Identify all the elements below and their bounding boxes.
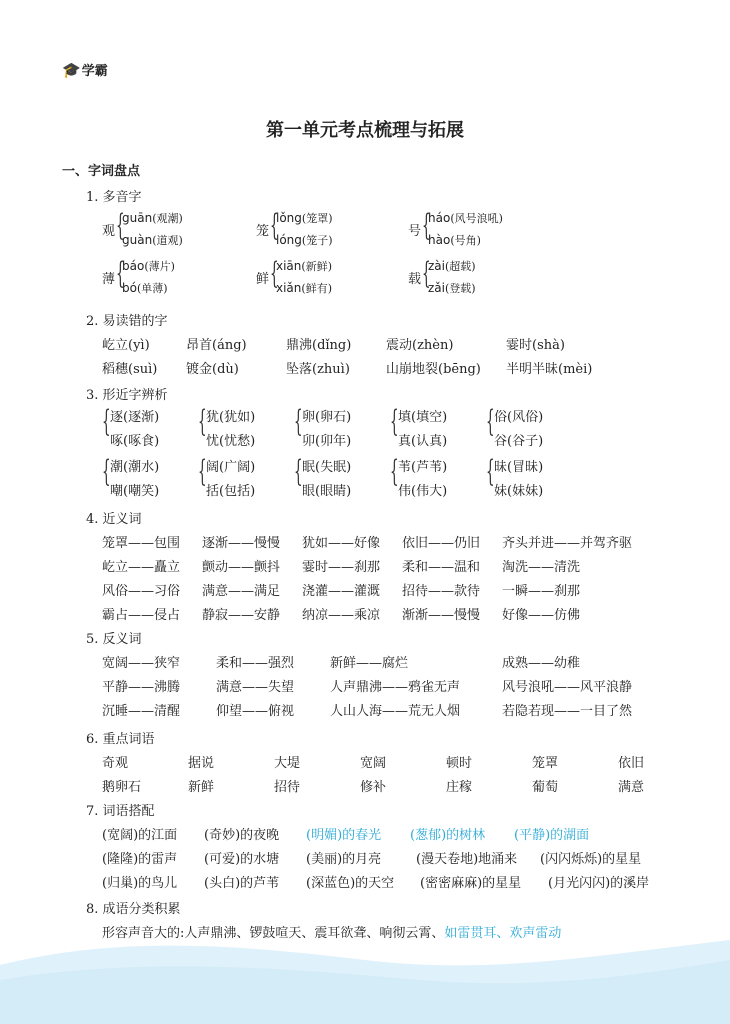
collocation: (漫天卷地)地涌来: [416, 852, 518, 867]
similar-char: 忧(忧愁): [206, 434, 256, 449]
keyword: 招待: [274, 780, 301, 795]
collocation: (可爱)的水塘: [204, 852, 280, 867]
antonym-pair: 满意——失望: [216, 680, 295, 695]
subsection-heading: 4. 近义词: [86, 512, 142, 527]
subsection-heading: 5. 反义词: [86, 632, 142, 647]
synonym-pair: 静寂——安静: [202, 608, 281, 623]
polyphone-char: 薄: [102, 272, 116, 287]
keyword: 葡萄: [532, 780, 559, 795]
antonym-pair: 风号浪吼——风平浪静: [502, 680, 633, 695]
polyphone-char: 笼: [256, 224, 270, 239]
subsection-heading: 3. 形近字辨析: [86, 388, 168, 403]
similar-char: 啄(啄食): [110, 434, 160, 449]
similar-char: 卯(卯年): [302, 434, 352, 449]
similar-char: 阔(广阔): [206, 460, 256, 475]
subsection-heading: 1. 多音字: [86, 190, 142, 205]
similar-char: 昧(冒昧): [494, 460, 544, 475]
brace-icon: {: [270, 208, 279, 243]
antonym-pair: 沉睡——清醒: [102, 704, 181, 719]
misread-item: 半明半昧(mèi): [506, 362, 593, 377]
collocation: (归巢)的鸟儿: [102, 876, 178, 891]
brand-logo: [62, 60, 108, 79]
brace-icon: {: [102, 404, 111, 439]
collocation: (闪闪烁烁)的星星: [540, 852, 642, 867]
keyword: 新鲜: [188, 780, 215, 795]
antonym-pair: 成熟——幼稚: [502, 656, 581, 671]
brace-icon: {: [198, 404, 207, 439]
subsection-heading: 7. 词语搭配: [86, 804, 155, 819]
subsection-heading: 6. 重点词语: [86, 732, 155, 747]
synonym-pair: 犹如——好像: [302, 536, 381, 551]
brace-icon: {: [486, 404, 495, 439]
misread-item: 镀金(dù): [186, 362, 239, 377]
keyword: 修补: [360, 780, 387, 795]
antonym-pair: 人山人海——荒无人烟: [330, 704, 461, 719]
keyword: 庄稼: [446, 780, 473, 795]
misread-item: 山崩地裂(bēng): [386, 362, 481, 377]
keyword: 鹅卵石: [102, 780, 142, 795]
polyphone-reading: zài(超载): [428, 259, 476, 273]
synonym-pair: 一瞬——刹那: [502, 584, 581, 599]
antonym-pair: 人声鼎沸——鸦雀无声: [330, 680, 461, 695]
brace-icon: {: [390, 454, 399, 489]
brace-icon: {: [198, 454, 207, 489]
synonym-pair: 淘洗——清洗: [502, 560, 581, 575]
brace-icon: {: [422, 256, 431, 291]
synonym-pair: 招待——款待: [402, 584, 481, 599]
brace-icon: {: [294, 454, 303, 489]
misread-item: 昂首(áng): [186, 338, 247, 353]
similar-char: 真(认真): [398, 434, 448, 449]
synonym-pair: 浇灌——灌溉: [302, 584, 381, 599]
synonym-pair: 颤动——颤抖: [202, 560, 281, 575]
collocation: (密密麻麻)的星星: [420, 876, 522, 891]
keyword: 顿时: [446, 756, 473, 771]
similar-char: 伟(伟大): [398, 484, 448, 499]
synonym-pair: 屹立——矗立: [102, 560, 181, 575]
collocation: (美丽)的月亮: [306, 852, 382, 867]
similar-char: 填(填空): [398, 410, 448, 425]
polyphone-reading: háo(风号浪吼): [428, 211, 503, 225]
keyword: 依旧: [618, 756, 645, 771]
brace-icon: {: [102, 454, 111, 489]
synonym-pair: 纳凉——乘凉: [302, 608, 381, 623]
keyword: 据说: [188, 756, 215, 771]
antonym-pair: 柔和——强烈: [216, 656, 295, 671]
antonym-pair: 若隐若现——一目了然: [502, 704, 633, 719]
antonym-pair: 仰望——俯视: [216, 704, 295, 719]
graduation-cap-icon: 🎓: [62, 60, 81, 79]
collocation: (月光闪闪)的溪岸: [548, 876, 650, 891]
brace-icon: {: [294, 404, 303, 439]
similar-char: 谷(谷子): [494, 434, 544, 449]
synonym-pair: 笼罩——包围: [102, 536, 181, 551]
synonym-pair: 满意——满足: [202, 584, 281, 599]
keyword: 满意: [618, 780, 645, 795]
keyword: 宽阔: [360, 756, 387, 771]
similar-char: 潮(潮水): [110, 460, 160, 475]
similar-char: 俗(风俗): [494, 410, 544, 425]
collocation: (宽阔)的江面: [102, 828, 178, 843]
synonym-pair: 逐渐——慢慢: [202, 536, 281, 551]
similar-char: 妹(妹妹): [494, 484, 544, 499]
subsection-heading: 8. 成语分类积累: [86, 902, 181, 917]
collocation: (深蓝色)的天空: [306, 876, 395, 891]
synonym-pair: 依旧——仍旧: [402, 536, 481, 551]
synonym-pair: 柔和——温和: [402, 560, 481, 575]
brace-icon: {: [116, 208, 125, 243]
keyword: 奇观: [102, 756, 129, 771]
misread-item: 稻穗(suì): [102, 362, 158, 377]
polyphone-reading: bó(单薄): [122, 281, 168, 295]
synonym-pair: 霸占——侵占: [102, 608, 181, 623]
subsection-heading: 2. 易读错的字: [86, 314, 168, 329]
synonym-pair: 好像——仿佛: [502, 608, 581, 623]
collocation: (头白)的芦苇: [204, 876, 280, 891]
brace-icon: {: [422, 208, 431, 243]
collocation-answer: (明媚)的春光: [306, 828, 382, 843]
polyphone-char: 观: [102, 224, 116, 239]
polyphone-char: 鲜: [256, 272, 270, 287]
synonym-pair: 霎时——刹那: [302, 560, 381, 575]
logo-text: 学霸: [81, 64, 108, 79]
polyphone-reading: guàn(道观): [122, 233, 183, 247]
antonym-pair: 平静——沸腾: [102, 680, 181, 695]
brace-icon: {: [390, 404, 399, 439]
collocation: (隆隆)的雷声: [102, 852, 178, 867]
similar-char: 犹(犹如): [206, 410, 256, 425]
similar-char: 逐(逐渐): [110, 410, 160, 425]
misread-item: 霎时(shà): [506, 338, 565, 353]
idiom-prefix: 形容声音大的:人声鼎沸、锣鼓喧天、震耳欲聋、响彻云霄、: [102, 926, 445, 941]
antonym-pair: 新鲜——腐烂: [330, 656, 409, 671]
similar-char: 苇(芦苇): [398, 460, 448, 475]
misread-item: 震动(zhèn): [386, 338, 454, 353]
misread-item: 屹立(yì): [102, 338, 150, 353]
polyphone-reading: xiān(新鲜): [276, 259, 332, 273]
collocation-answer: (葱郁)的树林: [410, 828, 486, 843]
page-title: 第一单元考点梳理与拓展: [266, 120, 464, 141]
similar-char: 眼(眼睛): [302, 484, 352, 499]
keyword: 大堤: [274, 756, 301, 771]
misread-item: 坠落(zhuì): [286, 362, 350, 377]
polyphone-reading: zǎi(登载): [428, 281, 476, 295]
bottom-wave-decoration: [0, 935, 730, 1024]
polyphone-char: 号: [408, 224, 422, 239]
idiom-answer: 如雷贯耳、欢声雷动: [444, 926, 562, 941]
similar-char: 眠(失眠): [302, 460, 352, 475]
synonym-pair: 齐头并进——并驾齐驱: [502, 536, 633, 551]
brace-icon: {: [270, 256, 279, 291]
keyword: 笼罩: [532, 756, 559, 771]
brace-icon: {: [486, 454, 495, 489]
polyphone-reading: guān(观潮): [122, 211, 183, 225]
polyphone-reading: hào(号角): [428, 233, 481, 247]
similar-char: 卵(卵石): [302, 410, 352, 425]
synonym-pair: 渐渐——慢慢: [402, 608, 481, 623]
similar-char: 嘲(嘲笑): [110, 484, 160, 499]
synonym-pair: 风俗——习俗: [102, 584, 181, 599]
polyphone-reading: lǒng(笼罩): [276, 211, 333, 225]
polyphone-char: 载: [408, 272, 422, 287]
collocation: (奇妙)的夜晚: [204, 828, 280, 843]
antonym-pair: 宽阔——狭窄: [102, 656, 181, 671]
brace-icon: {: [116, 256, 125, 291]
misread-item: 鼎沸(dǐng): [286, 338, 352, 353]
polyphone-reading: lóng(笼子): [276, 233, 333, 247]
collocation-answer: (平静)的湖面: [514, 828, 590, 843]
polyphone-reading: báo(薄片): [122, 259, 175, 273]
similar-char: 括(包括): [206, 484, 256, 499]
polyphone-reading: xiǎn(鲜有): [276, 281, 332, 295]
section-heading: 一、字词盘点: [62, 164, 141, 179]
